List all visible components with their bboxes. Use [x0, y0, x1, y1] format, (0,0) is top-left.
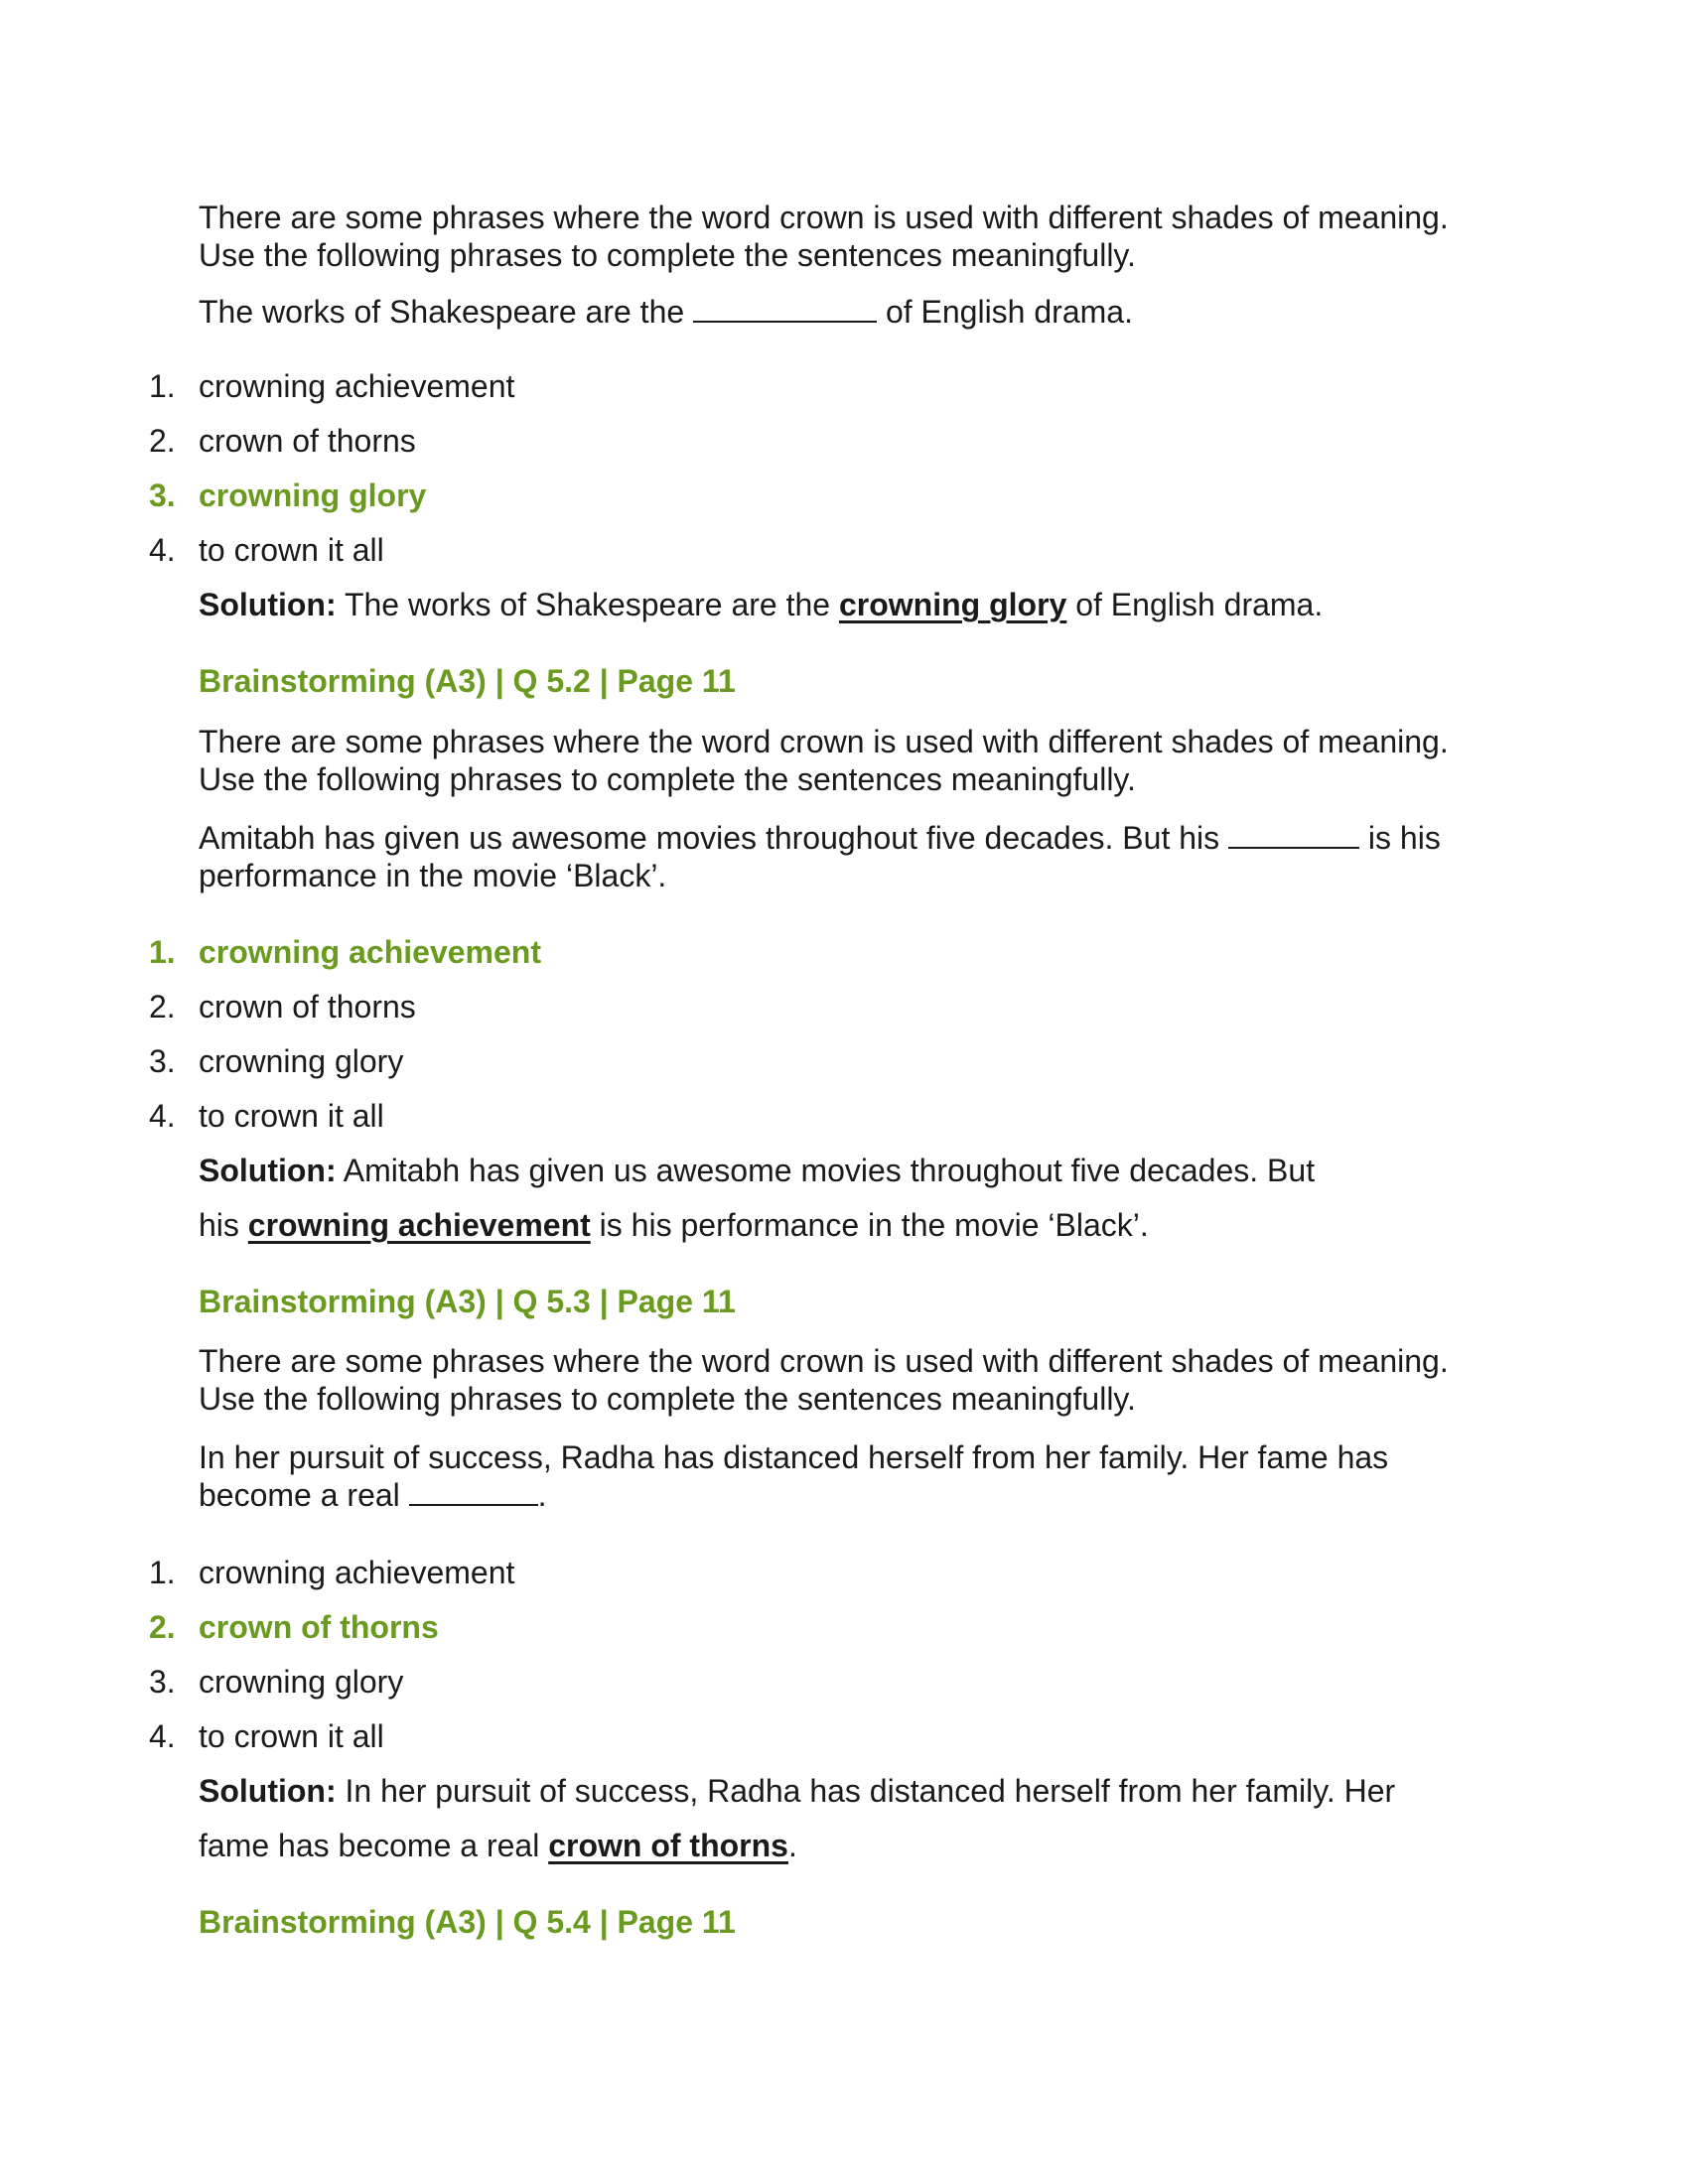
solution-text-end: is his performance in the movie ‘Black’.	[590, 1207, 1149, 1243]
solution-answer: crown of thorns	[548, 1828, 788, 1863]
q2-prompt: There are some phrases where the word crown is used with different shades of meaning. Use the following phrases to complete the sentences meaningfully.	[199, 724, 1449, 797]
q1-option-1	[149, 367, 514, 405]
option-text: crowning achievement	[199, 934, 541, 970]
solution-label: Solution:	[199, 587, 337, 622]
q2-option-2	[149, 988, 416, 1025]
q1-sentence-start: The works of Shakespeare are the	[199, 294, 694, 330]
option-number: 2.	[149, 989, 176, 1024]
option-text: crowning glory	[199, 478, 427, 513]
option-number: 3.	[149, 478, 176, 513]
solution-text-end: .	[787, 1828, 797, 1863]
option-text: crown of thorns	[199, 1609, 439, 1645]
q1-sentence	[199, 293, 1509, 331]
q1-prompt: There are some phrases where the word crown is used with different shades of meaning. Use the following phrases to complete the sentences meaningfully.	[199, 200, 1449, 273]
q1-option-3-correct	[149, 477, 426, 514]
option-text: crowning achievement	[199, 368, 515, 404]
q3-blank	[409, 1478, 538, 1506]
solution-label: Solution:	[199, 1773, 337, 1809]
q3-prompt: There are some phrases where the word crown is used with different shades of meaning. Use the following phrases to complete the sentences meaningfully.	[199, 1343, 1449, 1417]
q1-option-2	[149, 422, 416, 460]
solution-text: In her pursuit of success, Radha has distanced herself from her family. Her	[336, 1773, 1396, 1809]
q1-sentence-end: of English drama.	[877, 294, 1133, 330]
solution-text: Amitabh has given us awesome movies throughout five decades. But	[336, 1153, 1316, 1188]
q3-sentence-start: In her pursuit of success, Radha has distanced herself from her family. Her fame has become a real	[199, 1439, 1389, 1513]
q2-option-3	[149, 1042, 403, 1080]
q1-solution	[199, 586, 1509, 623]
option-text: to crown it all	[199, 532, 384, 568]
option-number: 1.	[149, 1555, 176, 1590]
q2-sentence-end: is his performance in the movie ‘Black’.	[199, 820, 1441, 893]
solution-text: The works of Shakespeare are the	[336, 587, 839, 622]
q3-option-3	[149, 1663, 403, 1701]
q1-option-4	[149, 531, 384, 569]
q2-option-4	[149, 1097, 384, 1135]
q1-blank	[693, 295, 877, 323]
solution-answer: crowning glory	[838, 587, 1067, 622]
q3-option-1	[149, 1554, 514, 1591]
option-number: 4.	[149, 532, 176, 568]
option-number: 1.	[149, 934, 176, 970]
option-text: crowning glory	[199, 1664, 404, 1700]
option-number: 2.	[149, 1609, 176, 1645]
q2-heading: Brainstorming (A3) | Q 5.2 | Page 11	[199, 663, 736, 699]
q3-solution-line1	[199, 1772, 1509, 1810]
option-number: 4.	[149, 1718, 176, 1754]
q3-sentence	[199, 1438, 1509, 1514]
solution-text: his	[199, 1207, 248, 1243]
solution-answer: crowning achievement	[247, 1207, 591, 1243]
solution-text: fame has become a real	[199, 1828, 549, 1863]
q2-sentence	[199, 819, 1509, 894]
q2-solution-line2	[199, 1206, 1509, 1244]
solution-label: Solution:	[199, 1153, 337, 1188]
option-text: crown of thorns	[199, 423, 416, 459]
option-text: to crown it all	[199, 1718, 384, 1754]
q3-option-4	[149, 1717, 384, 1755]
option-text: crowning glory	[199, 1043, 404, 1079]
option-number: 4.	[149, 1098, 176, 1134]
q2-solution-line1	[199, 1152, 1509, 1189]
solution-text-end: of English drama.	[1066, 587, 1324, 622]
option-number: 3.	[149, 1043, 176, 1079]
q3-option-2-correct	[149, 1608, 439, 1646]
q2-option-1-correct	[149, 933, 541, 971]
q3-sentence-end: .	[537, 1477, 547, 1513]
q2-blank	[1228, 821, 1359, 849]
q2-sentence-start: Amitabh has given us awesome movies throughout five decades. But his	[199, 820, 1229, 856]
option-text: crown of thorns	[199, 989, 416, 1024]
option-number: 3.	[149, 1664, 176, 1700]
option-number: 2.	[149, 423, 176, 459]
q3-solution-line2	[199, 1827, 1509, 1864]
option-text: crowning achievement	[199, 1555, 515, 1590]
option-text: to crown it all	[199, 1098, 384, 1134]
q4-heading: Brainstorming (A3) | Q 5.4 | Page 11	[199, 1904, 736, 1940]
q3-heading: Brainstorming (A3) | Q 5.3 | Page 11	[199, 1284, 736, 1319]
option-number: 1.	[149, 368, 176, 404]
